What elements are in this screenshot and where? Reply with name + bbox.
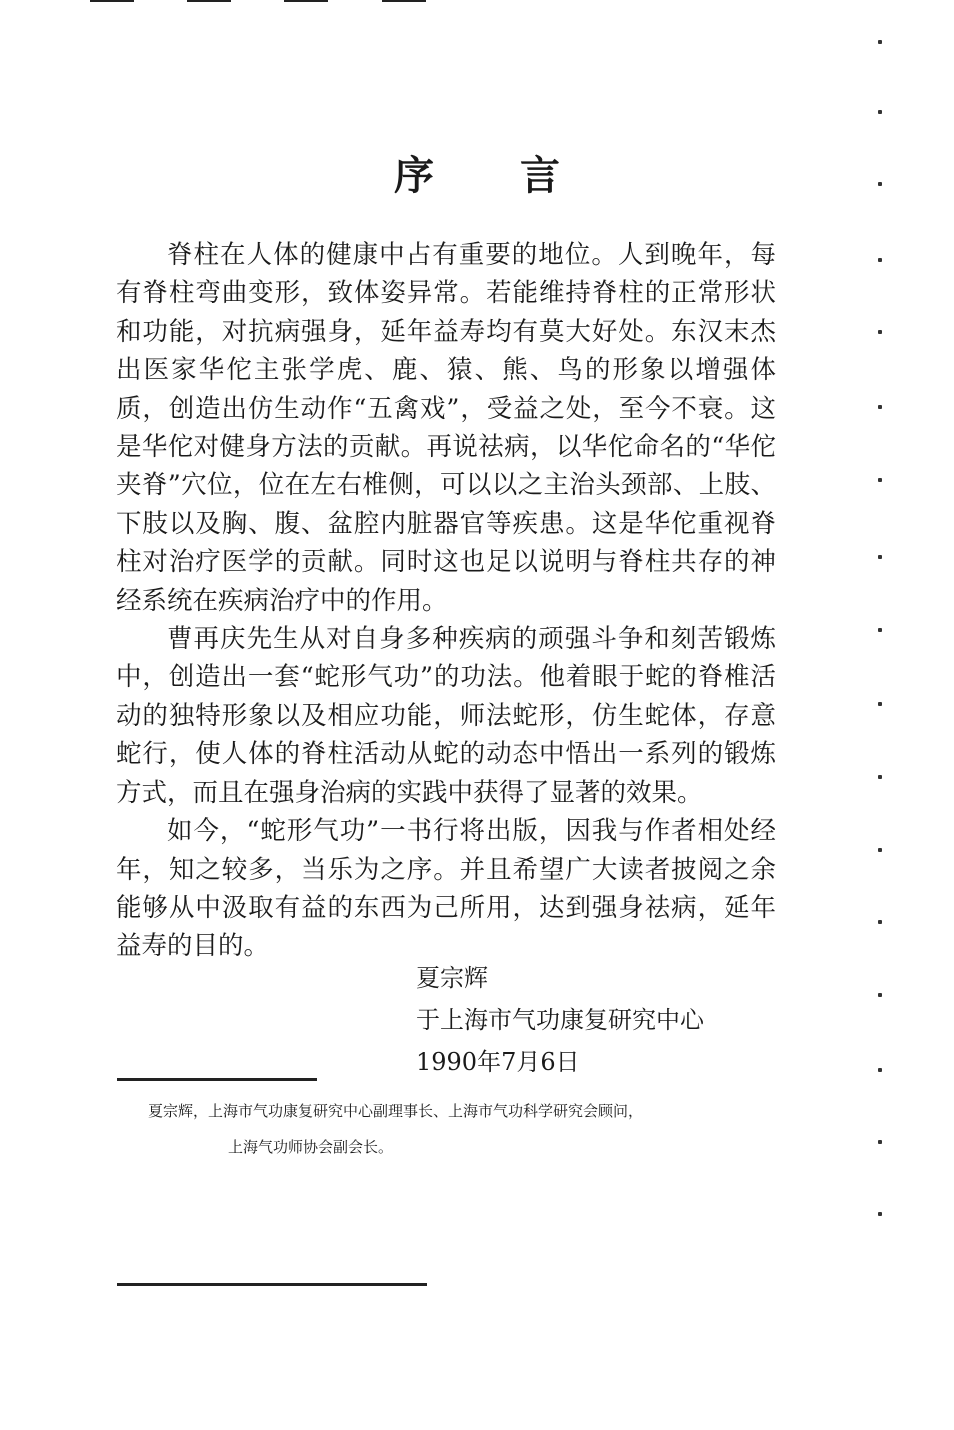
top-edge-mark [90,0,134,2]
paragraph-3: 如今，“蛇形气功”一书行将出版，因我与作者相处经年，知之较多，当乐为之序。并且希望广大读者披阅之余能够从中汲取有益的东西为己所用，达到强身祛病，延年益寿的目的。 [116,816,776,962]
margin-mark [878,330,882,334]
margin-mark [878,1212,882,1216]
page-title: 序 言 [394,152,596,199]
margin-mark [878,40,882,44]
margin-mark [878,110,882,114]
top-edge-mark [284,0,328,2]
margin-mark [878,920,882,924]
margin-mark [878,555,882,559]
signature-name: 夏宗辉 [416,964,488,992]
signature-affiliation: 于上海市气功康复研究中心 [416,1006,704,1034]
footnote-line-1: 夏宗辉，上海市气功康复研究中心副理事长、上海市气功科学研究会顾问， [148,1102,644,1120]
paragraph-1: 脊柱在人体的健康中占有重要的地位。人到晚年，每有脊柱弯曲变形，致体姿异常。若能维持脊柱的正常形状和功能，对抗病强身，延年益寿均有莫大好处。东汉末杰出医家华佗主张学虎、鹿、猿、熊、鸟的形象以增强体质，创造出仿生动作“五禽戏”，受益之处，至今不衰。这是华佗对健身方法的贡献。再说祛病，以华佗命名的“华佗夹脊”穴位，位在左右椎侧，可以以之主治头颈部、上肢、下肢以及胸、腹、盆腔内脏器官等疾患。这是华佗重视脊柱对治疗医学的贡献。同时这也足以说明与脊柱共存的神经系统在疾病治疗中的作用。 [116,240,776,616]
paragraph-2: 曹再庆先生从对自身多种疾病的顽强斗争和刻苦锻炼中，创造出一套“蛇形气功”的功法。他着眼于蛇的脊椎活动的独特形象以及相应功能，师法蛇形，仿生蛇体，存意蛇行，使人体的脊柱活动从蛇的动态中悟出一系列的锻炼方式，而且在强身治病的实践中获得了显著的效果。 [116,624,776,808]
preface-body [116,236,776,966]
margin-mark [878,628,882,632]
footnote-line-2: 上海气功师协会副会长。 [228,1138,394,1156]
margin-mark [878,405,882,409]
footnote-rule [117,1078,317,1081]
footnote [148,1093,643,1165]
margin-mark [878,258,882,262]
margin-mark [878,1068,882,1072]
top-edge-mark [187,0,231,2]
margin-mark [878,775,882,779]
margin-mark [878,993,882,997]
top-edge-mark [382,0,426,2]
margin-mark [878,1140,882,1144]
margin-mark [878,702,882,706]
margin-mark [878,182,882,186]
signature-date: 1990年7月6日 [416,1048,580,1076]
bottom-rule [117,1283,427,1286]
margin-mark [878,848,882,852]
margin-mark [878,478,882,482]
signature-block [416,957,704,1083]
